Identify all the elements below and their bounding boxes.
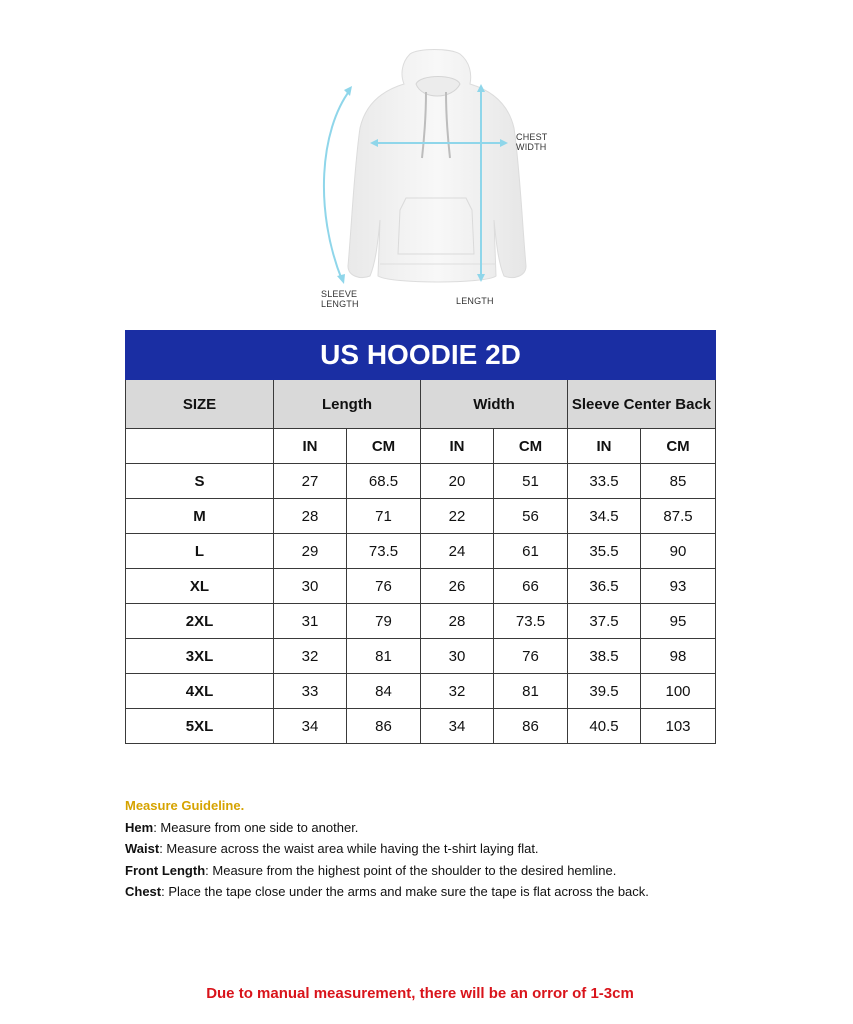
size-cell: 5XL — [126, 709, 274, 744]
value-cell: 56 — [494, 499, 568, 534]
length-label: LENGTH — [456, 296, 494, 306]
value-cell: 103 — [641, 709, 716, 744]
unit-cell: IN — [568, 429, 641, 464]
unit-row — [126, 429, 716, 464]
value-cell: 34 — [274, 709, 347, 744]
sleeve-length-arrow — [324, 90, 350, 280]
value-cell: 28 — [274, 499, 347, 534]
value-cell: 73.5 — [347, 534, 421, 569]
table-title: US HOODIE 2D — [126, 331, 716, 380]
chest-width-label: CHEST WIDTH — [516, 132, 548, 152]
sleeve-header: Sleeve Center Back — [568, 380, 716, 429]
table-row — [126, 639, 716, 674]
value-cell: 28 — [421, 604, 494, 639]
value-cell: 51 — [494, 464, 568, 499]
value-cell: 81 — [494, 674, 568, 709]
value-cell: 32 — [274, 639, 347, 674]
value-cell: 34.5 — [568, 499, 641, 534]
size-cell: 4XL — [126, 674, 274, 709]
unit-cell: IN — [421, 429, 494, 464]
table-row — [126, 674, 716, 709]
size-header: SIZE — [126, 380, 274, 429]
size-cell: M — [126, 499, 274, 534]
unit-cell: CM — [347, 429, 421, 464]
size-cell: S — [126, 464, 274, 499]
value-cell: 36.5 — [568, 569, 641, 604]
unit-cell: CM — [641, 429, 716, 464]
guideline-term: Front Length — [125, 862, 206, 878]
guideline-term: Chest — [125, 884, 162, 899]
guideline-title: Measure Guideline. — [125, 798, 245, 813]
size-chart-table — [125, 330, 716, 744]
value-cell: 32 — [421, 674, 494, 709]
value-cell: 27 — [274, 464, 347, 499]
value-cell: 93 — [641, 569, 716, 604]
value-cell: 100 — [641, 674, 716, 709]
sleeve-length-label: SLEEVE LENGTH — [321, 289, 359, 309]
value-cell: 39.5 — [568, 674, 641, 709]
value-cell: 20 — [421, 464, 494, 499]
value-cell: 71 — [347, 499, 421, 534]
guideline-term: Waist — [125, 841, 160, 856]
value-cell: 22 — [421, 499, 494, 534]
value-cell: 26 — [421, 569, 494, 604]
size-cell: XL — [126, 569, 274, 604]
value-cell: 87.5 — [641, 499, 716, 534]
value-cell: 38.5 — [568, 639, 641, 674]
unit-cell: CM — [494, 429, 568, 464]
guideline-text: : Measure across the waist area while having the t-shirt laying flat. — [159, 841, 539, 856]
size-cell: L — [126, 534, 274, 569]
value-cell: 33.5 — [568, 464, 641, 499]
size-cell: 3XL — [126, 639, 274, 674]
value-cell: 33 — [274, 674, 347, 709]
value-cell: 40.5 — [568, 709, 641, 744]
value-cell: 29 — [274, 534, 347, 569]
unit-blank — [126, 429, 274, 464]
table-row — [126, 709, 716, 744]
value-cell: 76 — [347, 569, 421, 604]
unit-cell: IN — [274, 429, 347, 464]
width-header: Width — [421, 380, 568, 429]
value-cell: 30 — [274, 569, 347, 604]
value-cell: 73.5 — [494, 604, 568, 639]
hoodie-diagram — [300, 40, 570, 315]
table-row — [126, 499, 716, 534]
guideline-item — [125, 838, 765, 860]
value-cell: 84 — [347, 674, 421, 709]
guideline-text: : Measure from the highest point of the shoulder to the desired hemline. — [205, 862, 617, 878]
table-row — [126, 569, 716, 604]
table-row — [126, 534, 716, 569]
guideline-item — [125, 860, 765, 882]
value-cell: 86 — [347, 709, 421, 744]
table-row — [126, 604, 716, 639]
measure-guideline — [125, 795, 765, 903]
value-cell: 90 — [641, 534, 716, 569]
size-cell: 2XL — [126, 604, 274, 639]
guideline-text: : Place the tape close under the arms and make sure the tape is flat across the back. — [161, 884, 649, 899]
value-cell: 68.5 — [347, 464, 421, 499]
value-cell: 37.5 — [568, 604, 641, 639]
length-header: Length — [274, 380, 421, 429]
value-cell: 98 — [641, 639, 716, 674]
value-cell: 76 — [494, 639, 568, 674]
value-cell: 24 — [421, 534, 494, 569]
table-row — [126, 464, 716, 499]
value-cell: 35.5 — [568, 534, 641, 569]
guideline-text: : Measure from one side to another. — [153, 819, 359, 835]
value-cell: 34 — [421, 709, 494, 744]
value-cell: 95 — [641, 604, 716, 639]
guideline-item — [125, 881, 765, 903]
value-cell: 86 — [494, 709, 568, 744]
guideline-item — [125, 817, 765, 839]
value-cell: 31 — [274, 604, 347, 639]
value-cell: 79 — [347, 604, 421, 639]
value-cell: 61 — [494, 534, 568, 569]
value-cell: 66 — [494, 569, 568, 604]
value-cell: 81 — [347, 639, 421, 674]
hoodie-illustration — [300, 40, 570, 315]
guideline-term: Hem — [125, 819, 154, 835]
value-cell: 30 — [421, 639, 494, 674]
measurement-error-notice: Due to manual measurement, there will be an orror of 1-3cm — [206, 985, 634, 1002]
value-cell: 85 — [641, 464, 716, 499]
